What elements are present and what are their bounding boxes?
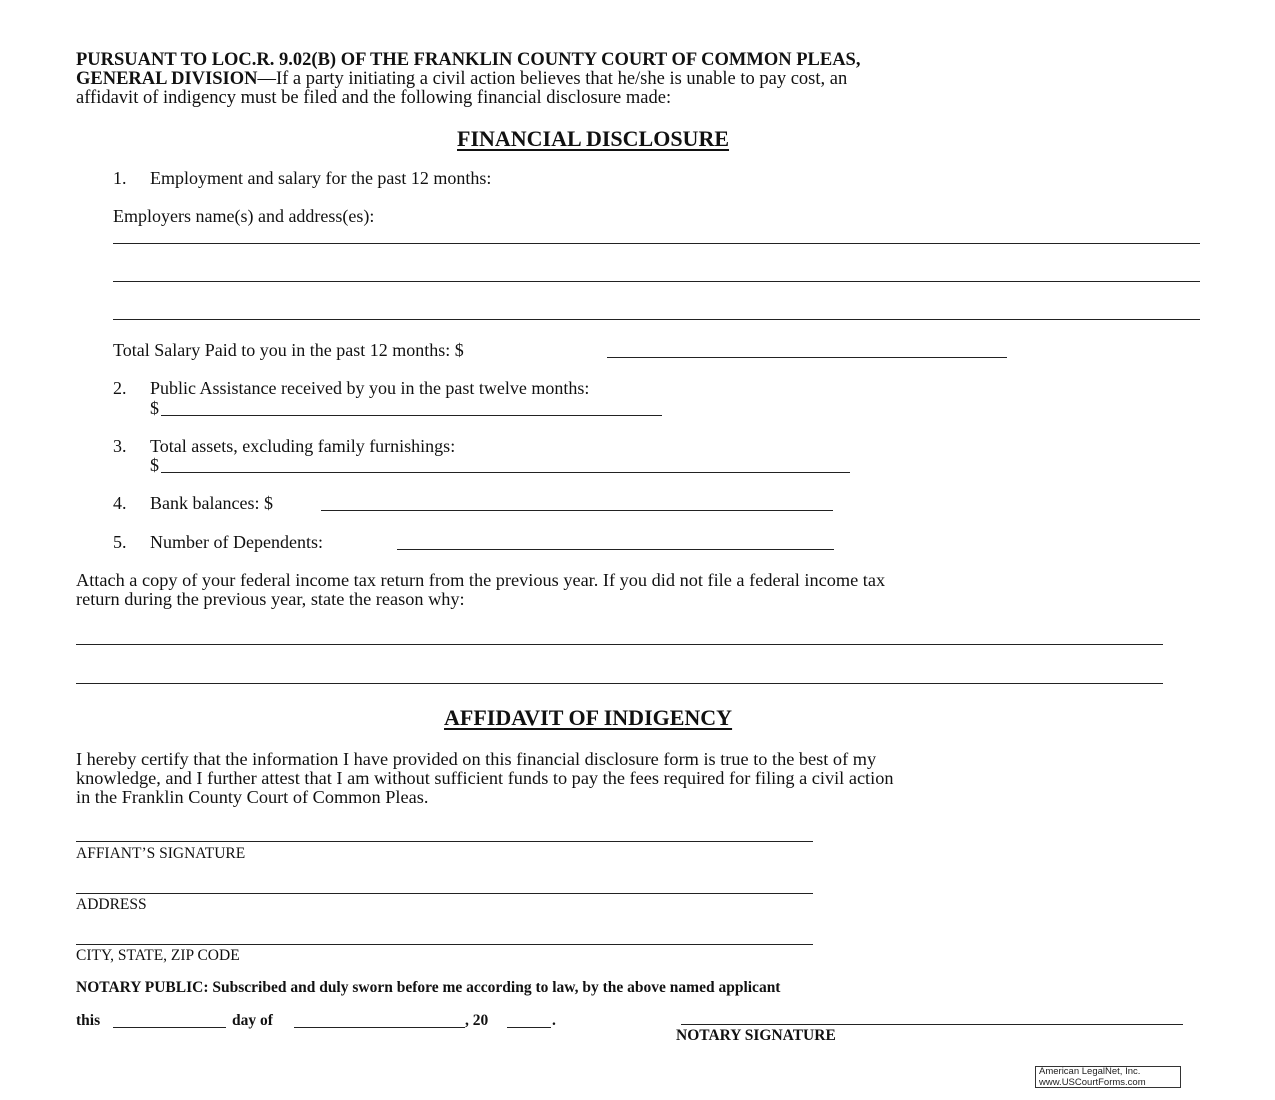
item-2-dollar-sign: $: [150, 398, 159, 418]
employers-input-line-1[interactable]: [113, 227, 1200, 244]
employers-input-line-3[interactable]: [113, 303, 1200, 320]
footer-company: American LegalNet, Inc.: [1039, 1066, 1141, 1077]
affidavit-title: AFFIDAVIT OF INDIGENCY: [444, 705, 733, 730]
intro-general-division: GENERAL DIVISION: [76, 69, 258, 89]
item-5-number: 5.: [113, 532, 127, 552]
item-2-number: 2.: [113, 378, 127, 398]
item-3-dollar-sign: $: [150, 455, 159, 475]
employers-input-line-2[interactable]: [113, 265, 1200, 282]
notary-year-prefix: , 20: [465, 1012, 489, 1029]
footer-website: www.USCourtForms.com: [1039, 1076, 1146, 1088]
address-input[interactable]: [76, 877, 813, 894]
notary-this-label: this: [76, 1012, 101, 1029]
notary-statement: NOTARY PUBLIC: Subscribed and duly sworn before me according to law, by the above named applicant: [76, 979, 781, 996]
notary-day-of-label: day of: [232, 1012, 273, 1029]
address-label: ADDRESS: [76, 896, 147, 913]
affiant-signature-label: AFFIANT’S SIGNATURE: [76, 845, 246, 862]
tax-return-text-2: return during the previous year, state the reason why:: [76, 589, 465, 609]
certify-text-1: I hereby certify that the information I have provided on this financial disclosure form is true to the best of my: [76, 749, 877, 769]
item-4-label: Bank balances: $: [150, 493, 273, 513]
certify-text-2: knowledge, and I further attest that I am without sufficient funds to pay the fees required for filing a civil action: [76, 768, 894, 788]
intro-line-1: PURSUANT TO LOC.R. 9.02(B) OF THE FRANKLIN COUNTY COURT OF COMMON PLEAS,: [76, 50, 861, 70]
legalnet-footer-badge: [1035, 1066, 1181, 1088]
item-1-number: 1.: [113, 168, 127, 188]
tax-return-text-1: Attach a copy of your federal income tax return from the previous year. If you did not file a federal income tax: [76, 570, 886, 590]
financial-disclosure-title: FINANCIAL DISCLOSURE: [457, 126, 730, 151]
city-state-zip-input[interactable]: [76, 928, 813, 945]
item-4-number: 4.: [113, 493, 127, 513]
reason-input-line-2[interactable]: [76, 667, 1163, 684]
affiant-signature-input[interactable]: [76, 825, 813, 842]
public-assistance-input[interactable]: [161, 399, 662, 416]
item-1-label: Employment and salary for the past 12 months:: [150, 168, 492, 188]
employers-label: Employers name(s) and address(es):: [113, 206, 375, 226]
intro-line-3: affidavit of indigency must be filed and the following financial disclosure made:: [76, 88, 672, 108]
notary-signature-label: NOTARY SIGNATURE: [676, 1027, 836, 1044]
reason-input-line-1[interactable]: [76, 628, 1163, 645]
total-salary-input[interactable]: [607, 341, 1007, 358]
item-3-number: 3.: [113, 436, 127, 456]
notary-day-input[interactable]: [113, 1011, 226, 1028]
item-2-label: Public Assistance received by you in the past twelve months:: [150, 378, 590, 398]
item-5-label: Number of Dependents:: [150, 532, 323, 552]
dependents-input[interactable]: [397, 533, 834, 550]
intro-line-2: [76, 70, 847, 89]
notary-period: .: [552, 1012, 556, 1029]
certify-text-3: in the Franklin County Court of Common Pleas.: [76, 787, 429, 807]
total-assets-input[interactable]: [161, 456, 850, 473]
notary-month-input[interactable]: [294, 1011, 465, 1028]
city-state-zip-label: CITY, STATE, ZIP CODE: [76, 947, 240, 964]
notary-year-input[interactable]: [507, 1011, 551, 1028]
notary-signature-input[interactable]: [681, 1008, 1183, 1025]
intro-line-2-rest: —If a party initiating a civil action believes that he/she is unable to pay cost, an: [257, 69, 848, 89]
bank-balances-input[interactable]: [321, 494, 833, 511]
item-3-label: Total assets, excluding family furnishings:: [150, 436, 456, 456]
total-salary-label: Total Salary Paid to you in the past 12 months: $: [113, 340, 464, 360]
